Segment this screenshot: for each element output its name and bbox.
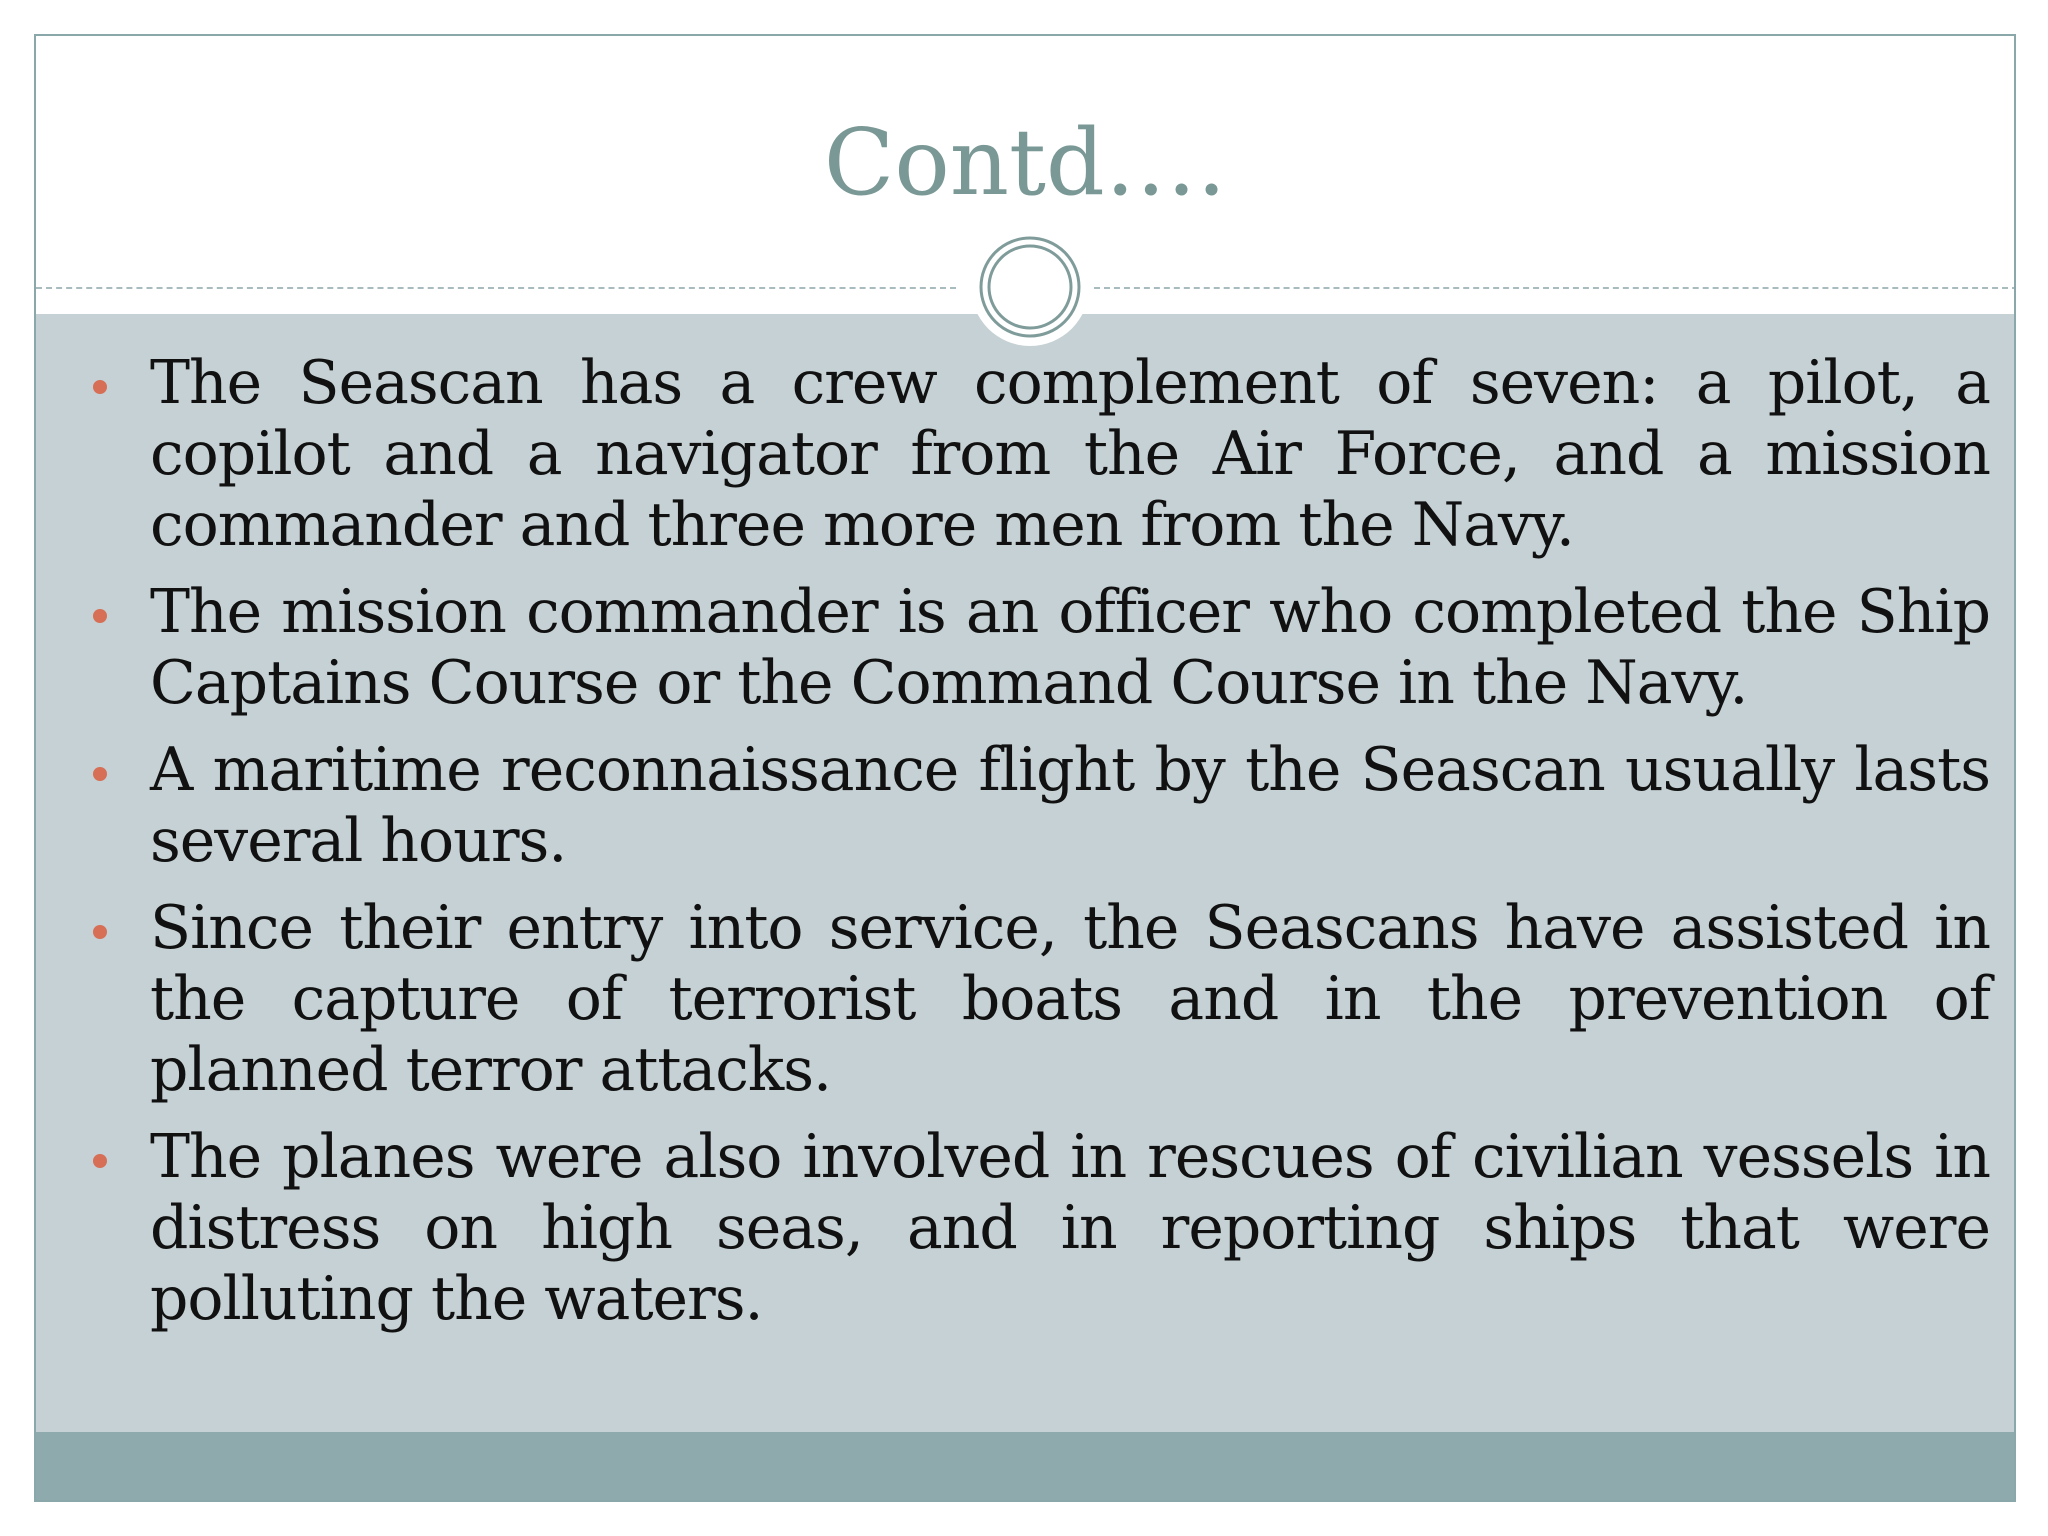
bullet-text: Since their entry into service, the Seascans have assisted in the capture of terrorist boats and in the prevention of planned terror attacks. — [150, 893, 1990, 1105]
bullet-text: The Seascan has a crew complement of seven: a pilot, a copilot and a navigator from the Air Force, and a mission commander and three more men from the Navy. — [150, 348, 1990, 560]
bullet-marker-icon — [93, 1154, 107, 1168]
bullet-marker-icon — [93, 925, 107, 939]
list-item — [36, 1122, 2014, 1335]
list-item — [36, 735, 2014, 877]
footer-band — [36, 1432, 2014, 1502]
bullet-text: The mission commander is an officer who completed the Ship Captains Course or the Command Course in the Navy. — [150, 577, 1990, 718]
list-item — [36, 577, 2014, 719]
list-item — [36, 893, 2014, 1106]
list-item — [36, 348, 2014, 561]
bullet-marker-icon — [93, 609, 107, 623]
header-divider-left — [36, 287, 956, 289]
header-divider-right — [1094, 287, 2016, 289]
double-ring-icon — [975, 232, 1085, 342]
bullet-text: A maritime reconnaissance flight by the Seascan usually lasts several hours. — [150, 735, 1990, 876]
bullet-list — [36, 348, 2014, 1351]
bullet-marker-icon — [93, 380, 107, 394]
bullet-text: The planes were also involved in rescues of civilian vessels in distress on high seas, and in reporting ships that were polluting the waters. — [150, 1122, 1990, 1334]
slide — [34, 34, 2016, 1502]
bullet-marker-icon — [93, 767, 107, 781]
slide-title: Contd…. — [823, 109, 1227, 216]
